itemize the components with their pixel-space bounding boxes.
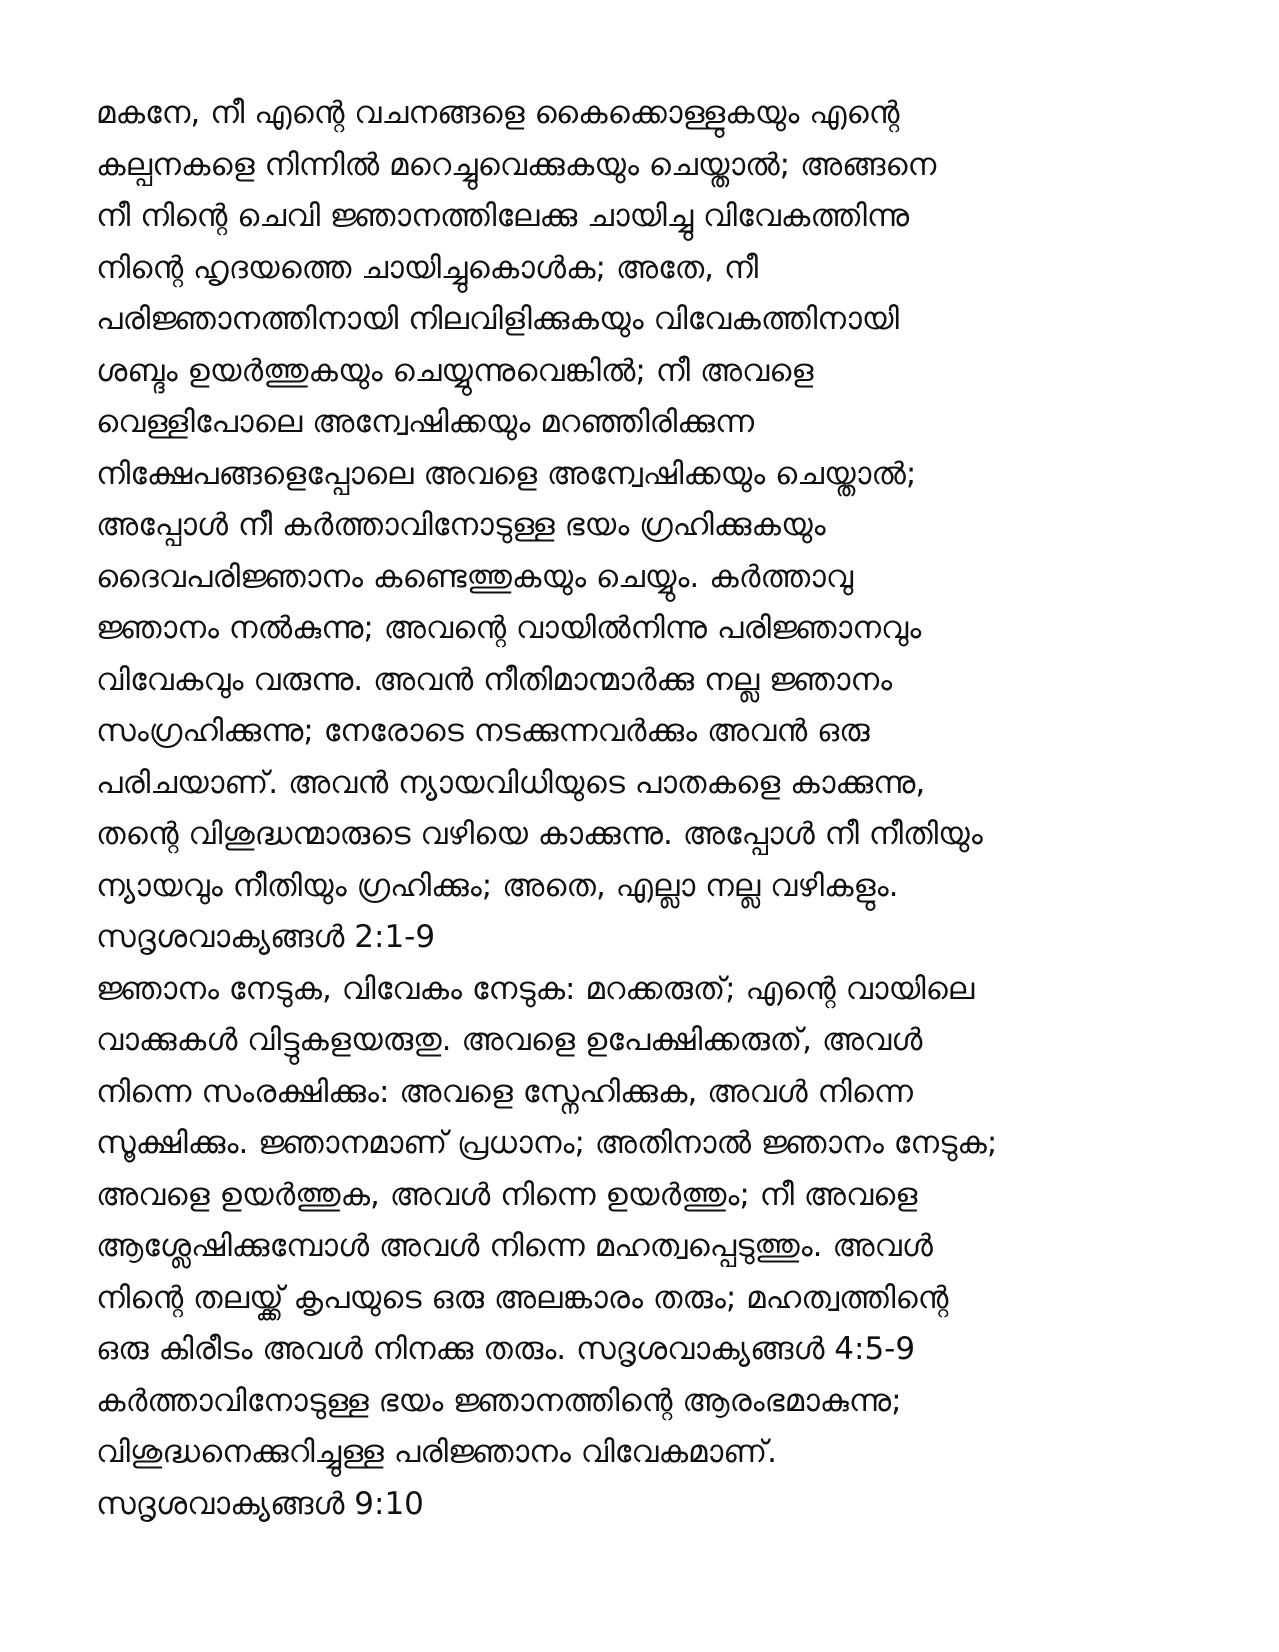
text-line: നീ നിന്റെ ചെവി ജ്ഞാനത്തിലേക്കു ചായിച്ചു വിവേകത്തിന്നു xyxy=(96,198,910,234)
text-line: ന്യായവും നീതിയും ഗ്രഹിക്കും; അതെ, എല്ലാ നല്ല വഴികളും. xyxy=(96,867,899,904)
text-line: അപ്പോൾ നീ കർത്താവിനോടുള്ള ഭയം ഗ്രഹിക്കുകയും xyxy=(96,507,826,543)
scripture-reference: സദൃശവാക്യങ്ങൾ 9:10 xyxy=(96,1485,424,1522)
scripture-text-block xyxy=(96,88,1206,1530)
text-line: മകനേ, നീ എന്റെ വചനങ്ങളെ കൈക്കൊള്ളുകയും എന്റെ xyxy=(96,95,900,131)
text-line: അവളെ ഉയർത്തുക, അവൾ നിന്നെ ഉയർത്തും; നീ അവളെ xyxy=(96,1176,918,1213)
text-line: വാക്കുകൾ വിട്ടുകളയരുതു. അവളെ ഉപേക്ഷിക്കരുത്, അവൾ xyxy=(96,1022,923,1058)
text-line: കല്പനകളെ നിന്നിൽ മറെച്ചുവെക്കുകയും ചെയ്താൽ; അങ്ങനെ xyxy=(96,146,937,183)
text-line: വിശുദ്ധനെക്കുറിച്ചുള്ള പരിജ്ഞാനം വിവേകമാണ്. xyxy=(96,1434,777,1470)
text-line: ജ്ഞാനം നേടുക, വിവേകം നേടുക: മറക്കരുത്; എന്റെ വായിലെ xyxy=(96,970,975,1007)
text-line: ശബ്ദം ഉയർത്തുകയും ചെയ്യുന്നുവെങ്കിൽ; നീ അവളെ xyxy=(96,352,814,389)
text-line: സംഗ്രഹിക്കുന്നു; നേരോടെ നടക്കുന്നവർക്കും അവൻ ഒരു xyxy=(96,713,870,749)
text-line: നിന്റെ ഹൃദയത്തെ ചായിച്ചുകൊൾക; അതേ, നീ xyxy=(96,249,759,286)
text-line: ദൈവപരിജ്ഞാനം കണ്ടെത്തുകയും ചെയ്യും. കർത്താവു xyxy=(96,558,854,595)
text-line: പരിജ്ഞാനത്തിനായി നിലവിളിക്കുകയും വിവേകത്തിനായി xyxy=(96,301,899,337)
text-line: നിന്നെ സംരക്ഷിക്കും: അവളെ സ്നേഹിക്കുക, അവൾ നിന്നെ xyxy=(96,1073,914,1110)
text-line: ഒരു കിരീടം അവൾ നിനക്കു തരും. സദൃശവാക്യങ്ങൾ 4:5-9 xyxy=(96,1331,916,1367)
text-line: ജ്ഞാനം നൽകുന്നു; അവന്റെ വായിൽനിന്നു പരിജ്ഞാനവും xyxy=(96,610,922,646)
text-line: ആശ്ലേഷിക്കുമ്പോൾ അവൾ നിന്നെ മഹത്വപ്പെടുത്തും. അവൾ xyxy=(96,1228,933,1264)
text-line: സൂക്ഷിക്കും. ജ്ഞാനമാണ് പ്രധാനം; അതിനാൽ ജ്ഞാനം നേടുക; xyxy=(96,1125,998,1161)
text-line: പരിചയാണ്. അവൻ ന്യായവിധിയുടെ പാതകളെ കാക്കുന്നു, xyxy=(96,764,926,801)
text-line: നിന്റെ തലയ്ക്ക് കൃപയുടെ ഒരു അലങ്കാരം തരും; മഹത്വത്തിന്റെ xyxy=(96,1279,949,1316)
text-line: വെള്ളിപോലെ അന്വേഷിക്കയും മറഞ്ഞിരിക്കുന്ന xyxy=(96,404,755,440)
scripture-reference: സദൃശവാക്യങ്ങൾ 2:1-9 xyxy=(96,919,436,955)
text-line: വിവേകവും വരുന്നു. അവൻ നീതിമാന്മാർക്കു നല്ല ജ്ഞാനം xyxy=(96,661,893,698)
text-line: നിക്ഷേപങ്ങളെപ്പോലെ അവളെ അന്വേഷിക്കയും ചെയ്താൽ; xyxy=(96,455,917,492)
text-line: തന്റെ വിശുദ്ധന്മാരുടെ വഴിയെ കാക്കുന്നു. അപ്പോൾ നീ നീതിയും xyxy=(96,816,983,852)
text-line: കർത്താവിനോടുള്ള ഭയം ജ്ഞാനത്തിന്റെ ആരംഭമാകുന്നു; xyxy=(96,1382,902,1419)
